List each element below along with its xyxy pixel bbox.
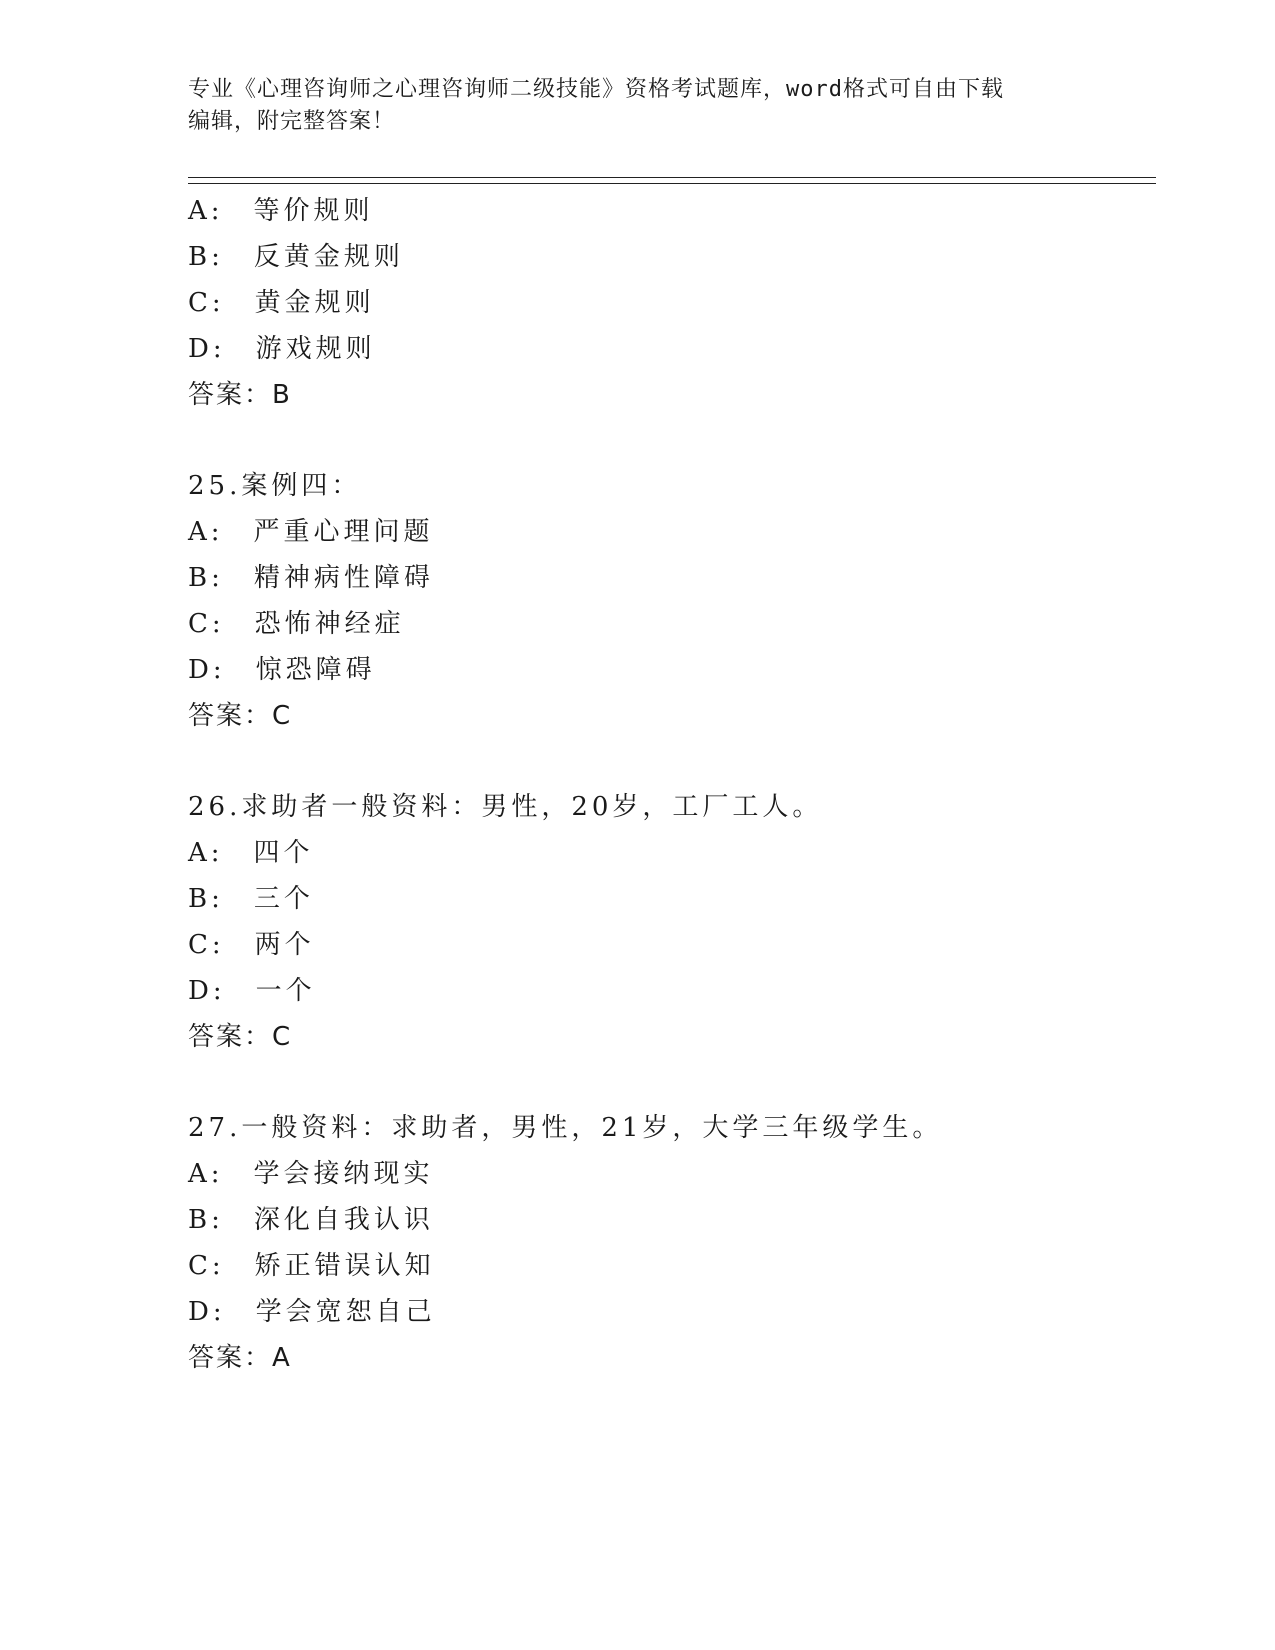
option-b: B: 精神病性障碍	[188, 563, 434, 593]
question-text: 25.案例四：	[188, 471, 362, 501]
answer-line: 答案：C	[188, 1022, 293, 1052]
header-divider-top	[188, 177, 1156, 178]
option-d: D: 惊恐障碍	[188, 655, 376, 685]
option-c: C: 两个	[188, 930, 315, 960]
block-spacer	[188, 739, 1148, 784]
question-block	[188, 463, 1148, 739]
option-d: D: 一个	[188, 976, 316, 1006]
question-text: 27.一般资料：求助者，男性，21岁，大学三年级学生。	[188, 1113, 943, 1143]
option-c: C: 矫正错误认知	[188, 1251, 435, 1281]
option-d: D: 学会宽恕自己	[188, 1297, 436, 1327]
option-b: B: 三个	[188, 884, 314, 914]
answer-line: 答案：A	[188, 1343, 292, 1373]
option-a: A: 等价规则	[188, 196, 374, 226]
option-b: B: 反黄金规则	[188, 242, 404, 272]
header-line-2: 编辑，附完整答案！	[188, 109, 396, 134]
question-block	[188, 1105, 1148, 1381]
option-a: A: 学会接纳现实	[188, 1159, 434, 1189]
header-divider-bottom	[188, 183, 1156, 184]
block-spacer	[188, 1060, 1148, 1105]
option-a: A: 四个	[188, 838, 314, 868]
option-d: D: 游戏规则	[188, 334, 376, 364]
block-spacer	[188, 418, 1148, 463]
question-list	[188, 188, 1148, 1381]
document-header	[188, 74, 1088, 138]
option-a: A: 严重心理问题	[188, 517, 434, 547]
answer-line: 答案：B	[188, 380, 292, 410]
header-line-1: 专业《心理咨询师之心理咨询师二级技能》资格考试题库，word格式可自由下载	[188, 77, 1004, 102]
option-c: C: 黄金规则	[188, 288, 375, 318]
question-block	[188, 188, 1148, 418]
question-text: 26.求助者一般资料：男性，20岁，工厂工人。	[188, 792, 823, 822]
option-b: B: 深化自我认识	[188, 1205, 434, 1235]
option-c: C: 恐怖神经症	[188, 609, 405, 639]
question-block	[188, 784, 1148, 1060]
answer-line: 答案：C	[188, 701, 293, 731]
